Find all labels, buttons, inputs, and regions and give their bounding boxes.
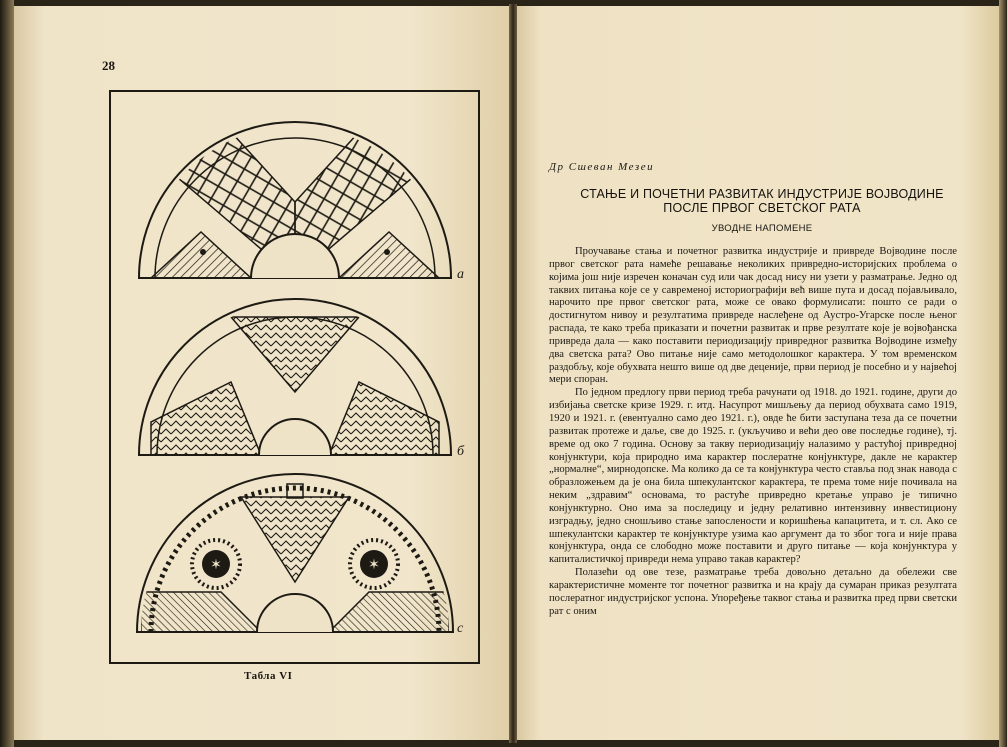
paragraph: Проучавање стања и почетног развитка индустрије и привреде Војводине после првог светског рата намеће решавање неколиких привредно-историјских проблема о којима још није изречен коначан суд или чак досад нису ни узети у разматрање. Једно од таквих питања које се у савременој историографији већ више пута и досад појављивало, нарочито пре првог светског рата, може се овако формулисати: пошто се ради о достигнутом нивоу и резултатима привреде наслеђене од Аустро-Угарске после њеног распада, те како треба приказати и почетни развитак и прве резултате које је војвођанска привреда дала — како поставити периодизацију привредног развитка Војводине између два светска рата? Ово питање није само методолошког карактера. У том временском раздобљу, које обухвата нешто више од две деценије, први период је посебно и у највећој мери споран. (549, 246, 957, 386)
paragraph: По једном предлогу први период треба рачунати од 1918. до 1921. године, други до избијања светске кризе 1929. г. итд. Насупрот мишљењу да период обухвата само 1919, 1920 и 1921. г. (евентуално само део 1921. г.), овде ће бити заступана теза да се почетни развитак протеже и даље, све до 1925. г. (укључиво и већи део ове последње године), тј. време од око 7 година. Основу за такву периодизацију налазимо у растућој привредној конјунктури, која природно има карактер послератне конјунктуре, дакле не карактер „нормалне“, мирнодопске. Ма колико да се та конјунктура често ставља под знак навода с образложењем да је она била шпекулантског карактера, те према томе није почивала на неким „здравим“ основама, то растуће привредно кретање управо је типично конјунктурно. Оно има за последицу и једну релативно интензивну инвестициону изградњу, једно сношљиво стање запослености и коришћења капацитета, и т. сл. Ако се шпекулантски карактер те конјунктуре узима као аргумент да то због тога и није права конјунктура, онда се слободно може поставити и друго питање — која конјунктура у капиталистичкој привреди нема управо такав карактер? (549, 387, 957, 566)
book-gutter (509, 4, 517, 743)
page-number: 28 (102, 58, 115, 73)
ornament-plate (109, 90, 480, 664)
plate-caption: Табла VI (244, 670, 293, 682)
section-heading: УВОДНЕ НАПОМЕНЕ (711, 223, 813, 234)
paragraph: Полазећи од ове тезе, разматрање треба довољно детаљно да обележи све карактеристичне моменте тог почетног развитка и на крају да сумаран приказ резултата послератног индустријског успона. Упоређење таквог стања и развитка пред први светски рат с оним (549, 567, 957, 617)
svg-text:✶: ✶ (210, 557, 222, 573)
ornament-c (137, 474, 464, 636)
book-edge-left (0, 0, 14, 747)
ornament-figures (111, 92, 478, 662)
article-body (549, 246, 957, 618)
article-title-line2: ПОСЛЕ ПРВОГ СВЕТСКОГ РАТА (663, 201, 861, 215)
ornament-a (139, 122, 464, 282)
article-title (537, 187, 987, 215)
svg-text:✶: ✶ (368, 557, 380, 573)
book-edge-right (999, 0, 1007, 747)
ornament-b (139, 299, 465, 459)
article-author: Др Сшеван Мезеи (549, 161, 655, 173)
left-page (14, 6, 509, 740)
right-page (517, 6, 999, 740)
figure-label-c: с (457, 621, 464, 636)
figure-label-b: б (457, 444, 465, 459)
figure-label-a: а (457, 267, 464, 282)
article-title-line1: СТАЊЕ И ПОЧЕТНИ РАЗВИТАК ИНДУСТРИЈЕ ВОЈВОДИНЕ (580, 187, 944, 201)
